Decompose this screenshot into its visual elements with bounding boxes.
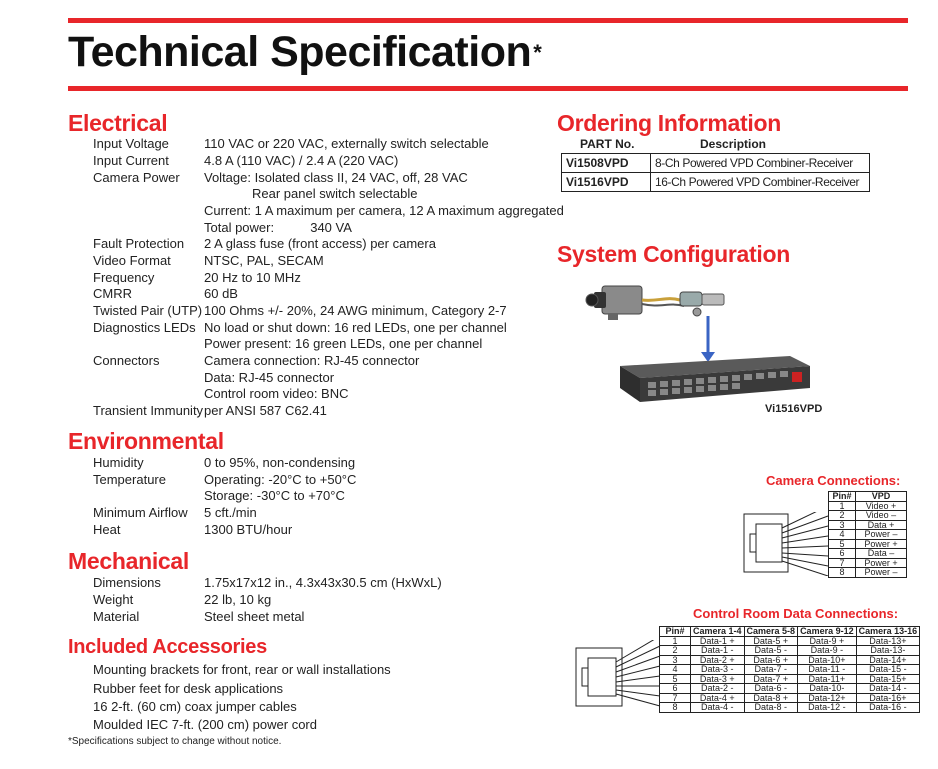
electrical-heading: Electrical — [68, 110, 168, 136]
spec-value: No load or shut down: 16 red LEDs, one per channel — [204, 320, 507, 335]
pin-number: 2 — [829, 511, 856, 521]
part-number: Vi1508VPD — [562, 154, 651, 173]
pin-signal: Power + — [856, 558, 907, 568]
device-label: Vi1516VPD — [765, 403, 823, 415]
page-title: Technical Specification* — [68, 28, 542, 76]
spec-value: Operating: -20°C to +50°C — [204, 472, 357, 487]
spec-value: 2 A glass fuse (front access) per camera — [204, 236, 436, 251]
spec-value: Storage: -30°C to +70°C — [204, 488, 345, 503]
pin-number: 5 — [660, 674, 691, 684]
pin-signal: Data-7 - — [744, 665, 798, 675]
spec-value: Camera connection: RJ-45 connector — [204, 353, 420, 368]
spec-label: Weight — [93, 592, 134, 607]
pin-signal: Data-2 + — [691, 655, 745, 665]
table-row — [829, 549, 907, 559]
pin-signal: Power – — [856, 568, 907, 578]
ordering-col-desc: Description — [700, 137, 767, 151]
spec-value: 110 VAC or 220 VAC, externally switch selectable — [204, 136, 489, 151]
spec-value: NTSC, PAL, SECAM — [204, 253, 324, 268]
table-header-row — [829, 492, 907, 502]
pin-number: 6 — [660, 684, 691, 694]
pin-number: 4 — [660, 665, 691, 675]
column-header: VPD — [856, 492, 907, 502]
pin-signal: Data-6 - — [744, 684, 798, 694]
rj45-jack-icon — [742, 512, 832, 576]
spec-value: Total power: 340 VA — [204, 220, 352, 235]
pin-signal: Data-9 + — [798, 636, 857, 646]
column-header: Pin# — [660, 627, 691, 637]
column-header: Pin# — [829, 492, 856, 502]
accessories-heading: Included Accessories — [68, 636, 267, 658]
arrow-down-icon — [701, 316, 715, 362]
spec-value: 4.8 A (110 VAC) / 2.4 A (220 VAC) — [204, 153, 399, 168]
spec-value: Rear panel switch selectable — [252, 186, 418, 201]
spec-label: Twisted Pair (UTP) — [93, 303, 203, 318]
pin-signal: Data-2 - — [691, 684, 745, 694]
pin-signal: Data-3 - — [691, 665, 745, 675]
spec-label: Material — [93, 609, 140, 624]
system-diagram — [580, 278, 830, 408]
spec-label: Heat — [93, 522, 121, 537]
pin-signal: Data-11 - — [798, 665, 857, 675]
column-header: Camera 1-4 — [691, 627, 745, 637]
table-row — [660, 665, 920, 675]
pin-signal: Data-16 - — [856, 703, 920, 713]
column-header: Camera 9-12 — [798, 627, 857, 637]
title-underline — [68, 86, 908, 91]
spec-label: Input Voltage — [93, 136, 169, 151]
part-description: 8-Ch Powered VPD Combiner-Receiver — [651, 154, 870, 173]
rack-device-icon — [620, 356, 810, 402]
list-item: 16 2-ft. (60 cm) coax jumper cables — [93, 699, 297, 714]
table-row — [562, 173, 870, 192]
rj45-jack-icon — [574, 640, 664, 712]
pin-signal: Data-14+ — [856, 655, 920, 665]
pin-signal: Data-15+ — [856, 674, 920, 684]
pin-number: 7 — [660, 693, 691, 703]
list-item: Rubber feet for desk applications — [93, 681, 284, 696]
pin-signal: Data-5 + — [744, 636, 798, 646]
pin-signal: Data-4 - — [691, 703, 745, 713]
pin-signal: Data-9 - — [798, 646, 857, 656]
spec-value: 1.75x17x12 in., 4.3x43x30.5 cm (HxWxL) — [204, 575, 442, 590]
spec-value: 60 dB — [204, 286, 238, 301]
spec-label: Video Format — [93, 253, 171, 268]
spec-value: per ANSI 587 C62.41 — [204, 403, 327, 418]
pin-signal: Data-15 - — [856, 665, 920, 675]
spec-value: 20 Hz to 10 MHz — [204, 270, 301, 285]
pin-signal: Video + — [856, 501, 907, 511]
control-connections-heading: Control Room Data Connections: — [693, 606, 899, 621]
ordering-col-part: PART No. — [580, 137, 635, 151]
list-item: Mounting brackets for front, rear or wall installations — [93, 662, 391, 677]
table-header-row — [660, 627, 920, 637]
spec-label: Temperature — [93, 472, 166, 487]
environmental-heading: Environmental — [68, 428, 224, 454]
spec-label: CMRR — [93, 286, 132, 301]
spec-value: Control room video: BNC — [204, 386, 349, 401]
pin-number: 3 — [660, 655, 691, 665]
camera-connections-heading: Camera Connections: — [766, 473, 901, 488]
table-row — [829, 511, 907, 521]
system-heading: System Configuration — [557, 241, 790, 267]
part-description: 16-Ch Powered VPD Combiner-Receiver — [651, 173, 870, 192]
spec-value: 0 to 95%, non-condensing — [204, 455, 356, 470]
pin-signal: Data-11+ — [798, 674, 857, 684]
pin-signal: Data-13+ — [856, 636, 920, 646]
spec-label: Frequency — [93, 270, 155, 285]
pin-number: 1 — [660, 636, 691, 646]
pin-signal: Data-8 + — [744, 693, 798, 703]
pin-signal: Power + — [856, 539, 907, 549]
table-row — [562, 154, 870, 173]
pin-number: 4 — [829, 530, 856, 540]
spec-value: Steel sheet metal — [204, 609, 305, 624]
table-row — [829, 530, 907, 540]
pin-signal: Data-3 + — [691, 674, 745, 684]
spec-value: Current: 1 A maximum per camera, 12 A maximum aggregated — [204, 203, 564, 218]
spec-label: Transient Immunity — [93, 403, 204, 418]
pin-signal: Data-10+ — [798, 655, 857, 665]
pin-signal: Data-8 - — [744, 703, 798, 713]
mechanical-heading: Mechanical — [68, 548, 189, 574]
pin-signal: Data-12+ — [798, 693, 857, 703]
pin-signal: Data – — [856, 549, 907, 559]
top-rule — [68, 18, 908, 23]
list-item: Moulded IEC 7-ft. (200 cm) power cord — [93, 717, 317, 732]
spec-label: Dimensions — [93, 575, 161, 590]
pin-number: 8 — [829, 568, 856, 578]
table-row — [829, 568, 907, 578]
spec-value: 1300 BTU/hour — [204, 522, 293, 537]
spec-label: Connectors — [93, 353, 160, 368]
pin-signal: Data-10- — [798, 684, 857, 694]
part-number: Vi1516VPD — [562, 173, 651, 192]
pin-number: 5 — [829, 539, 856, 549]
spec-value: Voltage: Isolated class II, 24 VAC, off, 28 VAC — [204, 170, 468, 185]
pin-number: 6 — [829, 549, 856, 559]
spec-label: Minimum Airflow — [93, 505, 188, 520]
pin-signal: Data-14 - — [856, 684, 920, 694]
spec-value: 22 lb, 10 kg — [204, 592, 272, 607]
pin-signal: Data-4 + — [691, 693, 745, 703]
ordering-heading: Ordering Information — [557, 110, 782, 136]
pin-number: 2 — [660, 646, 691, 656]
pin-number: 8 — [660, 703, 691, 713]
control-connections-table — [659, 626, 920, 713]
pin-signal: Data-7 + — [744, 674, 798, 684]
pin-signal: Data-1 - — [691, 646, 745, 656]
ordering-table — [561, 153, 870, 192]
pin-signal: Data-6 + — [744, 655, 798, 665]
pin-number: 3 — [829, 520, 856, 530]
spec-value: Power present: 16 green LEDs, one per channel — [204, 336, 483, 351]
pin-signal: Data-12 - — [798, 703, 857, 713]
spec-label: Humidity — [93, 455, 144, 470]
spec-label: Diagnostics LEDs — [93, 320, 196, 335]
spec-label: Input Current — [93, 153, 169, 168]
footnote: *Specifications subject to change without notice. — [68, 736, 282, 747]
spec-label: Fault Protection — [93, 236, 185, 251]
column-header: Camera 13-16 — [856, 627, 920, 637]
camera-icon — [586, 286, 724, 320]
spec-value: Data: RJ-45 connector — [204, 370, 335, 385]
pin-signal: Data-13- — [856, 646, 920, 656]
pin-number: 1 — [829, 501, 856, 511]
pin-signal: Video – — [856, 511, 907, 521]
column-header: Camera 5-8 — [744, 627, 798, 637]
pin-signal: Power – — [856, 530, 907, 540]
pin-signal: Data + — [856, 520, 907, 530]
table-row — [660, 646, 920, 656]
spec-value: 5 cft./min — [204, 505, 257, 520]
camera-connections-table — [828, 491, 907, 578]
pin-signal: Data-16+ — [856, 693, 920, 703]
pin-signal: Data-1 + — [691, 636, 745, 646]
table-row — [660, 703, 920, 713]
pin-number: 7 — [829, 558, 856, 568]
pin-signal: Data-5 - — [744, 646, 798, 656]
spec-label: Camera Power — [93, 170, 180, 185]
table-row — [660, 684, 920, 694]
spec-value: 100 Ohms +/- 20%, 24 AWG minimum, Category 2-7 — [204, 303, 507, 318]
